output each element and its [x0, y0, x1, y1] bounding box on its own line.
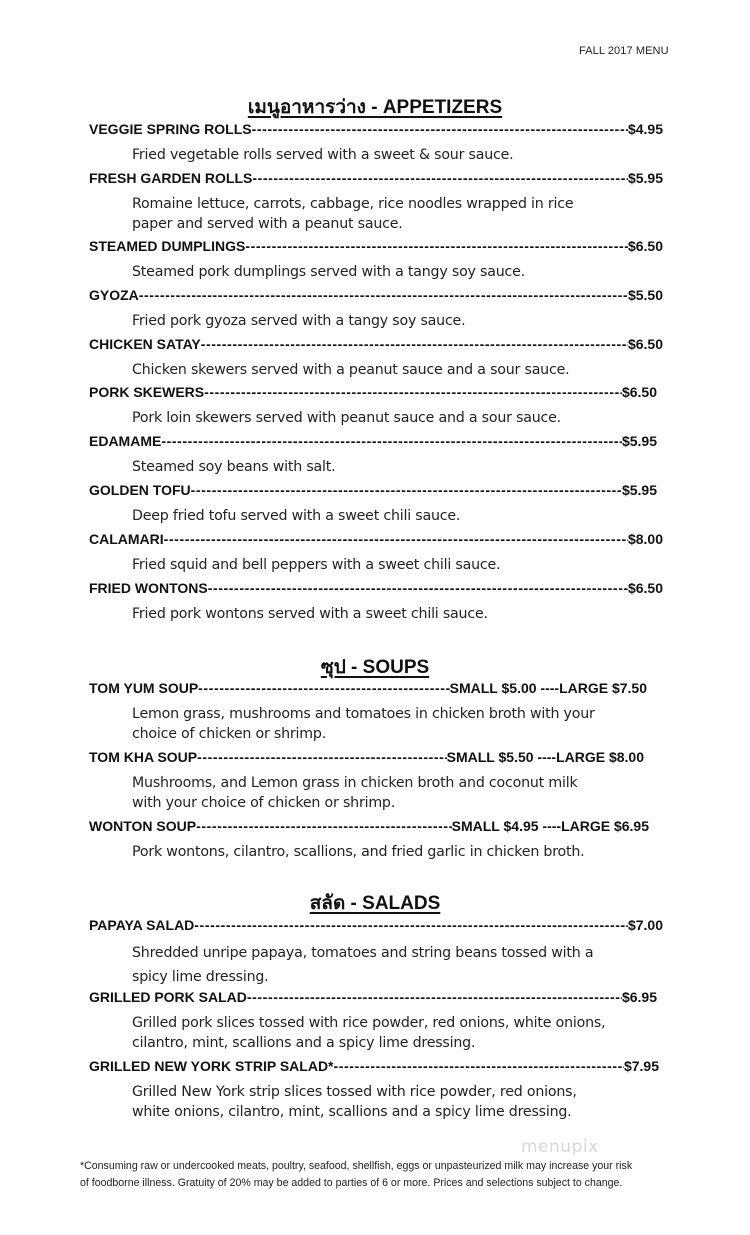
item-price: SMALL $4.95 ----LARGE $6.95 [451, 818, 649, 834]
item-description: Chicken skewers served with a peanut sauce and a sour sauce. [132, 362, 570, 378]
item-name: GYOZA [89, 287, 139, 303]
item-description: Pork loin skewers served with peanut sauce and a sour sauce. [132, 410, 561, 426]
item-description: Steamed soy beans with salt. [132, 459, 336, 475]
item-price: $6.50 [621, 384, 657, 400]
item-price: $7.00 [627, 917, 663, 933]
item-description: Grilled New York strip slices tossed with rice powder, red onions, white onions, cilantro, mint, scallions and a spicy lime dressing. [132, 1084, 577, 1120]
item-price: $6.95 [621, 989, 657, 1005]
leader-dots [334, 1058, 624, 1074]
item-description: Deep fried tofu served with a sweet chili sauce. [132, 508, 461, 524]
item-price: $5.95 [627, 170, 663, 186]
leader-dots [204, 384, 622, 400]
leader-dots [252, 170, 628, 186]
item-description: Pork wontons, cilantro, scallions, and fried garlic in chicken broth. [132, 844, 585, 860]
item-name: TOM KHA SOUP [89, 749, 198, 765]
item-name: GOLDEN TOFU [89, 482, 191, 498]
menu-item-gyoza [89, 287, 663, 307]
leader-dots [139, 287, 628, 303]
menu-item-fried-wontons [89, 580, 663, 600]
leader-dots [196, 818, 452, 834]
item-name: EDAMAME [89, 433, 162, 449]
menu-item-fresh-garden-rolls [89, 170, 663, 190]
menu-item-grilled-pork-salad [89, 989, 657, 1009]
item-name: FRIED WONTONS [89, 580, 208, 596]
leader-dots [197, 749, 447, 765]
menu-item-calamari [89, 531, 663, 551]
item-price: $5.95 [621, 482, 657, 498]
leader-dots [191, 482, 622, 498]
menu-item-papaya-salad [89, 917, 663, 937]
leader-dots [245, 238, 628, 254]
item-name: TOM YUM SOUP [89, 680, 199, 696]
section-title-salads: สลัด - SALADS [309, 893, 441, 914]
menu-season-label: FALL 2017 MENU [579, 45, 669, 57]
watermark: menupix [521, 1137, 599, 1157]
item-price: $5.95 [621, 433, 657, 449]
item-description: Romaine lettuce, carrots, cabbage, rice noodles wrapped in rice paper and served with a peanut sauce. [132, 196, 574, 232]
leader-dots [164, 531, 628, 547]
item-price: SMALL $5.00 ----LARGE $7.50 [449, 680, 647, 696]
item-price: $6.50 [627, 238, 663, 254]
leader-dots [198, 680, 449, 696]
menu-item-edamame [89, 433, 657, 453]
item-name: VEGGIE SPRING ROLLS [89, 121, 252, 137]
item-description: Shredded unripe papaya, tomatoes and string beans tossed with a spicy lime dressing. [132, 945, 594, 985]
footnote [80, 1158, 680, 1192]
item-name: GRILLED NEW YORK STRIP SALAD* [89, 1058, 334, 1074]
leader-dots [194, 917, 628, 933]
menu-item-wonton-soup [89, 818, 649, 838]
footnote-line-2: of foodborne illness. Gratuity of 20% may be added to parties of 6 or more. Prices and selections subject to change. [80, 1177, 623, 1189]
footnote-line-1: *Consuming raw or undercooked meats, poultry, seafood, shellfish, eggs or unpasteurized milk may increase your risk [80, 1160, 633, 1172]
item-description: Mushrooms, and Lemon grass in chicken broth and coconut milk with your choice of chicken or shrimp. [132, 775, 578, 811]
leader-dots [208, 580, 628, 596]
item-name: CHICKEN SATAY [89, 336, 201, 352]
item-description: Fried squid and bell peppers with a sweet chili sauce. [132, 557, 501, 573]
item-name: STEAMED DUMPLINGS [89, 238, 246, 254]
item-price: $4.95 [627, 121, 663, 137]
section-title-soups: ซุป - SOUPS [320, 657, 430, 678]
item-name: WONTON SOUP [89, 818, 197, 834]
item-price: SMALL $5.50 ----LARGE $8.00 [446, 749, 644, 765]
menu-item-grilled-new-york-strip-salad [89, 1058, 659, 1078]
menu-item-steamed-dumplings [89, 238, 663, 258]
item-price: $6.50 [627, 580, 663, 596]
menu-item-veggie-spring-rolls [89, 121, 663, 141]
menu-item-chicken-satay [89, 336, 663, 356]
item-description: Lemon grass, mushrooms and tomatoes in chicken broth with your choice of chicken or shrimp. [132, 706, 595, 742]
item-description: Fried vegetable rolls served with a sweet & sour sauce. [132, 147, 514, 163]
item-name: PORK SKEWERS [89, 384, 205, 400]
item-price: $7.95 [623, 1058, 659, 1074]
item-description: Fried pork wontons served with a sweet chili sauce. [132, 606, 488, 622]
item-description: Steamed pork dumplings served with a tangy soy sauce. [132, 264, 525, 280]
item-name: FRESH GARDEN ROLLS [89, 170, 253, 186]
leader-dots [161, 433, 622, 449]
item-description: Fried pork gyoza served with a tangy soy sauce. [132, 313, 466, 329]
item-price: $6.50 [627, 336, 663, 352]
menu-item-tom-yum-soup [89, 680, 647, 700]
menu-item-tom-kha-soup [89, 749, 644, 769]
item-name: CALAMARI [89, 531, 164, 547]
leader-dots [247, 989, 622, 1005]
menu-item-pork-skewers [89, 384, 657, 404]
leader-dots [252, 121, 628, 137]
leader-dots [201, 336, 628, 352]
item-description: Grilled pork slices tossed with rice powder, red onions, white onions, cilantro, mint, scallions and a spicy lime dressing. [132, 1015, 606, 1051]
section-title-appetizers: เมนูอาหารว่าง - APPETIZERS [247, 97, 503, 118]
item-price: $8.00 [627, 531, 663, 547]
menu-item-golden-tofu [89, 482, 657, 502]
item-name: PAPAYA SALAD [89, 917, 195, 933]
item-price: $5.50 [627, 287, 663, 303]
item-name: GRILLED PORK SALAD [89, 989, 247, 1005]
